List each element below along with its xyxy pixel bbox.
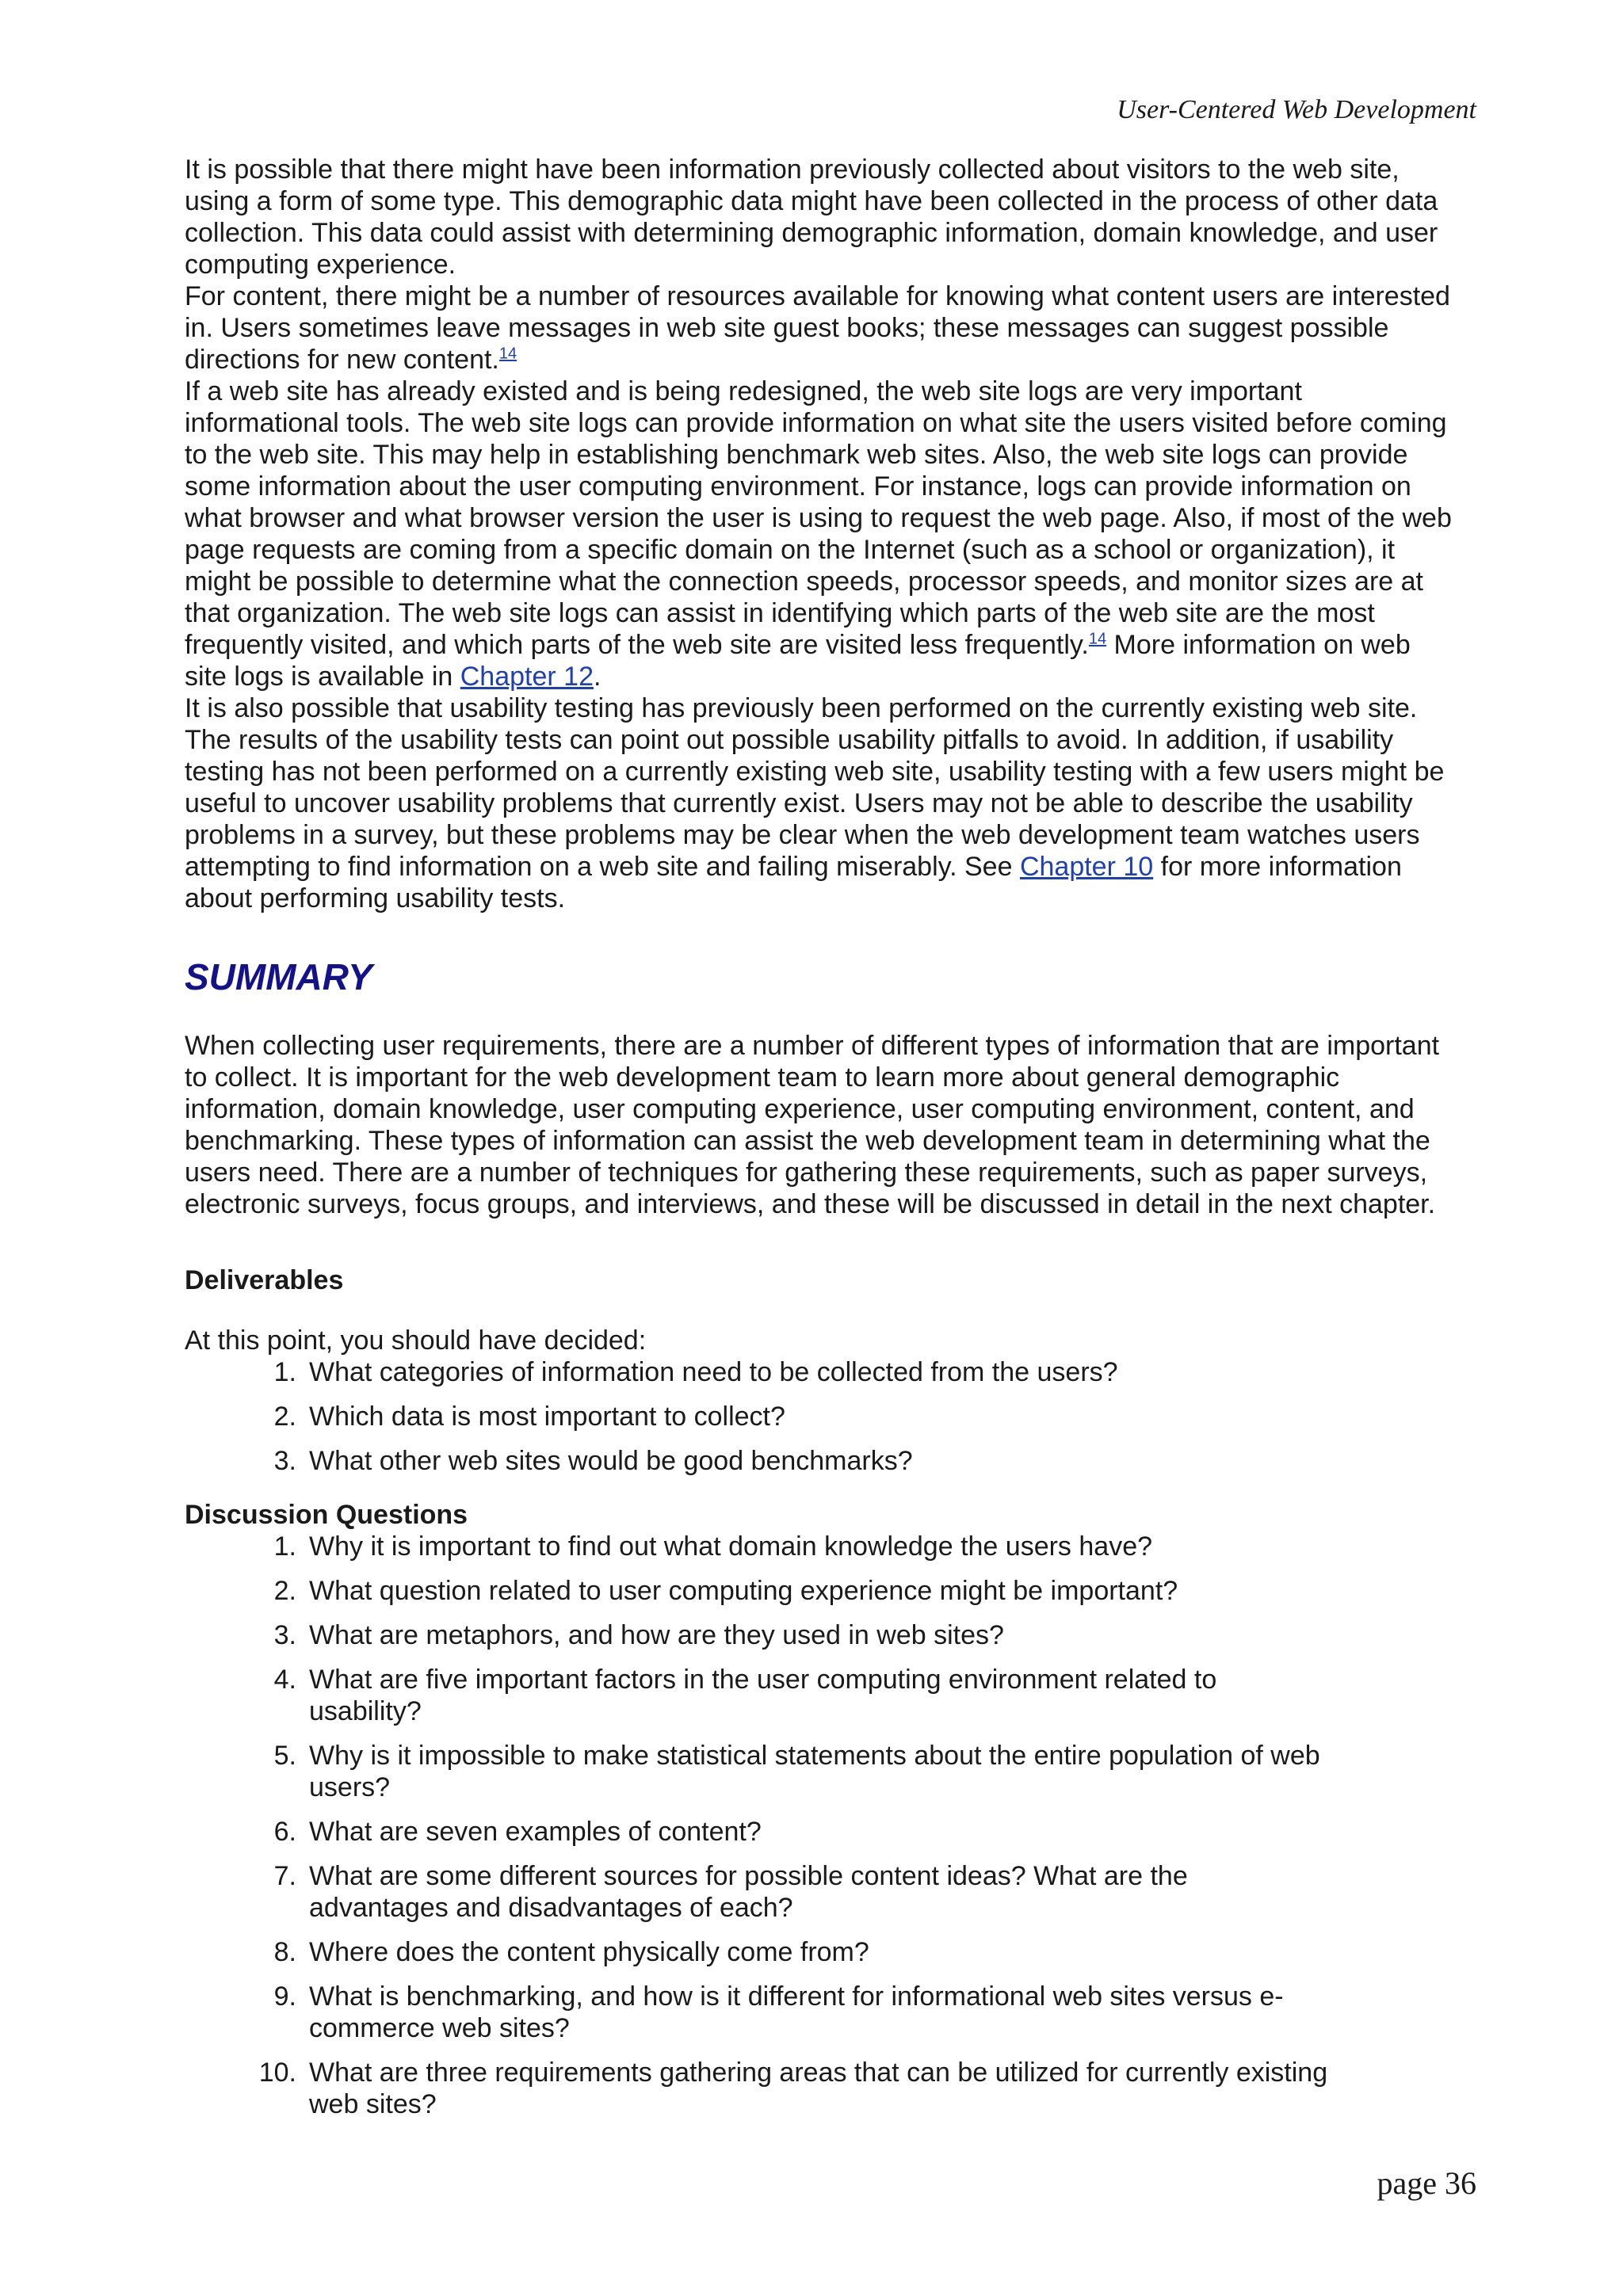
list-item-number: 5. bbox=[273, 1741, 296, 1771]
list-item-text: What other web sites would be good benchmarks? bbox=[309, 1446, 913, 1476]
list-item-number: 1. bbox=[273, 1357, 296, 1387]
running-header: User-Centered Web Development bbox=[1117, 95, 1476, 124]
list-item-text: What is benchmarking, and how is it different for informational web sites versus e-commerce web sites? bbox=[309, 1981, 1284, 2043]
list-item-text: What question related to user computing experience might be important? bbox=[309, 1576, 1178, 1606]
list-item-number: 7. bbox=[273, 1861, 296, 1891]
list-item-text: What are five important factors in the user computing environment related to usability? bbox=[309, 1665, 1217, 1726]
list-item-number: 3. bbox=[273, 1620, 296, 1650]
list-item bbox=[185, 1740, 1453, 1803]
list-item-number: 10. bbox=[258, 2058, 296, 2088]
list-item-number: 1. bbox=[273, 1531, 296, 1562]
list-item bbox=[185, 1356, 1453, 1388]
paragraph-usability-testing bbox=[185, 692, 1453, 914]
list-item-text: Why it is important to find out what domain knowledge the users have? bbox=[309, 1531, 1153, 1562]
list-item bbox=[185, 1575, 1453, 1607]
list-item bbox=[185, 1816, 1453, 1848]
discussion-list bbox=[185, 1531, 1453, 2120]
list-item bbox=[185, 1981, 1453, 2044]
chapter-12-link[interactable]: Chapter 12 bbox=[460, 662, 594, 692]
list-item-number: 4. bbox=[273, 1665, 296, 1695]
chapter-10-link[interactable]: Chapter 10 bbox=[1019, 852, 1154, 882]
list-item bbox=[185, 1664, 1453, 1727]
list-item bbox=[185, 1936, 1453, 1968]
list-item bbox=[185, 1860, 1453, 1924]
list-item-number: 2. bbox=[273, 1402, 296, 1432]
discussion-heading: Discussion Questions bbox=[185, 1500, 468, 1530]
page-content bbox=[185, 154, 1453, 2133]
list-item-text: Which data is most important to collect? bbox=[309, 1402, 785, 1432]
summary-heading: SUMMARY bbox=[185, 956, 372, 997]
deliverables-heading: Deliverables bbox=[185, 1265, 344, 1295]
list-item-text: What are three requirements gathering areas that can be utilized for currently existing web sites? bbox=[309, 2058, 1328, 2119]
list-item-text: What are seven examples of content? bbox=[309, 1817, 762, 1847]
paragraph-content-resources bbox=[185, 280, 1453, 376]
list-item bbox=[185, 1531, 1453, 1562]
list-item-number: 3. bbox=[273, 1446, 296, 1476]
paragraph-text: . bbox=[593, 662, 601, 692]
paragraph-prior-data: It is possible that there might have been information previously collected about visitors to the web site, using a form of some type. This demographic data might have been collected in the process of other data collection. This data could assist with determining demographic information, domain knowledge, and user computing experience. bbox=[185, 154, 1438, 280]
paragraph-text: for more information about performing usability tests. bbox=[185, 852, 1402, 913]
list-item-number: 6. bbox=[273, 1817, 296, 1847]
list-item-text: What categories of information need to be collected from the users? bbox=[309, 1357, 1118, 1387]
paragraph-text: For content, there might be a number of resources available for knowing what content users are interested in. Users sometimes leave messages in web site guest books; these messages can suggest possible directions for new content. bbox=[185, 281, 1450, 375]
summary-paragraph: When collecting user requirements, there are a number of different types of information that are important to collect. It is important for the web development team to learn more about general demographic information, domain knowledge, user computing experience, user computing environment, content, and benchmarking. These types of information can assist the web development team in determining what the users need. There are a number of techniques for gathering these requirements, such as paper surveys, electronic surveys, focus groups, and interviews, and these will be discussed in detail in the next chapter. bbox=[185, 1031, 1440, 1219]
list-item bbox=[185, 1619, 1453, 1651]
list-item-number: 2. bbox=[273, 1576, 296, 1606]
list-item-text: What are metaphors, and how are they used in web sites? bbox=[309, 1620, 1004, 1650]
page-number: page 36 bbox=[1377, 2165, 1476, 2201]
paragraph-text: It is also possible that usability testing has previously been performed on the currently existing web site. The results of the usability tests can point out possible usability pitfalls to avoid. In addition, if usability testing has not been performed on a currently existing web site, usability testing with a few users might be useful to uncover usability problems that currently exist. Users may not be able to describe the usability problems in a survey, but these problems may be clear when the web development team watches users attempting to find information on a web site and failing miserably. See bbox=[185, 693, 1445, 882]
deliverables-list bbox=[185, 1356, 1453, 1477]
list-item-number: 9. bbox=[273, 1981, 296, 2012]
list-item bbox=[185, 2057, 1453, 2120]
list-item-text: What are some different sources for possible content ideas? What are the advantages and disadvantages of each? bbox=[309, 1861, 1188, 1923]
list-item bbox=[185, 1401, 1453, 1432]
list-item-text: Why is it impossible to make statistical statements about the entire population of web users? bbox=[309, 1741, 1320, 1802]
list-item bbox=[185, 1445, 1453, 1477]
list-item-number: 8. bbox=[273, 1937, 296, 1967]
paragraph-text: More information on web site logs is available in bbox=[185, 630, 1411, 692]
paragraph-web-logs bbox=[185, 376, 1453, 692]
deliverables-intro: At this point, you should have decided: bbox=[185, 1325, 647, 1356]
footnote-link[interactable]: 14 bbox=[1088, 630, 1107, 648]
list-item-text: Where does the content physically come from? bbox=[309, 1937, 869, 1967]
footnote-link[interactable]: 14 bbox=[498, 345, 517, 363]
paragraph-text: If a web site has already existed and is being redesigned, the web site logs are very important informational tools. The web site logs can provide information on what site the users visited before coming to the web site. This may help in establishing benchmark web sites. Also, the web site logs can provide some information about the user computing environment. For instance, logs can provide information on what browser and what browser version the user is using to request the web page. Also, if most of the web page requests are coming from a specific domain on the Internet (such as a school or organization), it might be possible to determine what the connection speeds, processor speeds, and monitor sizes are at that organization. The web site logs can assist in identifying which parts of the web site are the most frequently visited, and which parts of the web site are visited less frequently. bbox=[185, 376, 1452, 660]
